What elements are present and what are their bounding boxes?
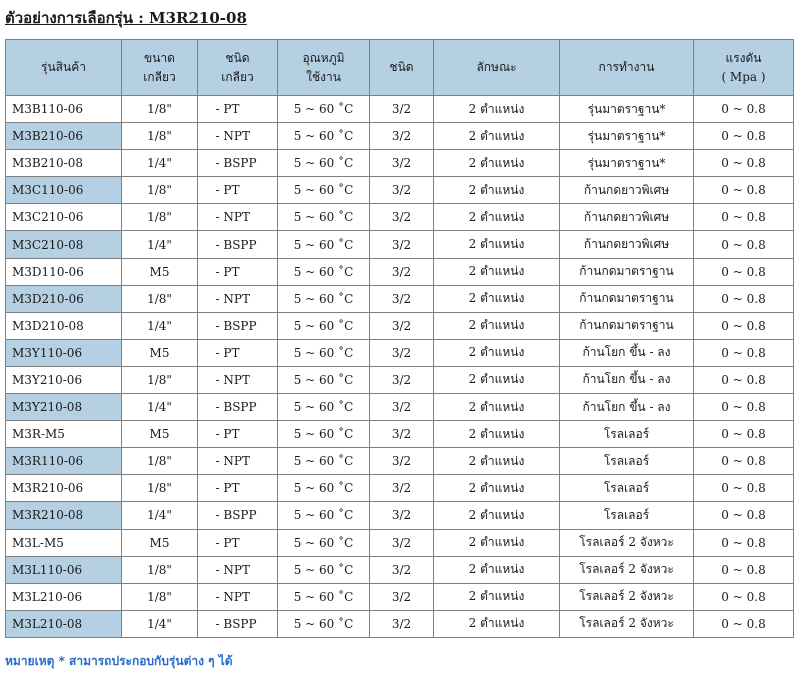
operation-cell: ก้านโยก ขึ้น - ลง xyxy=(560,394,694,421)
model-cell: M3L110-06 xyxy=(6,556,122,583)
model-cell: M3R210-06 xyxy=(6,475,122,502)
temperature-cell: 5 ~ 60 ˚C xyxy=(278,231,370,258)
thread-type-cell: - NPT xyxy=(198,448,278,475)
table-row xyxy=(6,502,794,529)
kind-cell: 3/2 xyxy=(370,285,434,312)
operation-cell: ก้านโยก ขึ้น - ลง xyxy=(560,366,694,393)
kind-cell: 3/2 xyxy=(370,421,434,448)
pressure-cell: 0 ~ 0.8 xyxy=(694,583,794,610)
temperature-cell: 5 ~ 60 ˚C xyxy=(278,610,370,637)
feature-cell: 2 ตำแหน่ง xyxy=(434,421,560,448)
thread-size-cell: 1/8" xyxy=(122,556,198,583)
feature-cell: 2 ตำแหน่ง xyxy=(434,366,560,393)
model-cell: M3Y210-08 xyxy=(6,394,122,421)
temperature-cell: 5 ~ 60 ˚C xyxy=(278,502,370,529)
model-cell: M3L210-08 xyxy=(6,610,122,637)
temperature-cell: 5 ~ 60 ˚C xyxy=(278,475,370,502)
pressure-cell: 0 ~ 0.8 xyxy=(694,366,794,393)
feature-cell: 2 ตำแหน่ง xyxy=(434,96,560,123)
pressure-cell: 0 ~ 0.8 xyxy=(694,421,794,448)
kind-cell: 3/2 xyxy=(370,394,434,421)
header-feature: ลักษณะ xyxy=(434,40,560,96)
model-cell: M3B210-08 xyxy=(6,150,122,177)
kind-cell: 3/2 xyxy=(370,366,434,393)
model-selection-table xyxy=(5,39,794,638)
table-row xyxy=(6,556,794,583)
operation-cell: ก้านกดมาตราฐาน xyxy=(560,258,694,285)
kind-cell: 3/2 xyxy=(370,610,434,637)
thread-type-cell: - NPT xyxy=(198,285,278,312)
kind-cell: 3/2 xyxy=(370,502,434,529)
model-cell: M3Y210-06 xyxy=(6,366,122,393)
temperature-cell: 5 ~ 60 ˚C xyxy=(278,366,370,393)
header-kind: ชนิด xyxy=(370,40,434,96)
header-thread-type: ชนิด เกลียว xyxy=(198,40,278,96)
thread-size-cell: 1/8" xyxy=(122,96,198,123)
temperature-cell: 5 ~ 60 ˚C xyxy=(278,448,370,475)
thread-type-cell: - BSPP xyxy=(198,312,278,339)
operation-cell: โรลเลอร์ 2 จังหวะ xyxy=(560,556,694,583)
pressure-cell: 0 ~ 0.8 xyxy=(694,177,794,204)
operation-cell: ก้านกดมาตราฐาน xyxy=(560,285,694,312)
thread-size-cell: M5 xyxy=(122,339,198,366)
thread-size-cell: 1/8" xyxy=(122,448,198,475)
thread-type-cell: - PT xyxy=(198,475,278,502)
model-cell: M3D210-08 xyxy=(6,312,122,339)
feature-cell: 2 ตำแหน่ง xyxy=(434,475,560,502)
header-pressure: แรงดัน ( Mpa ) xyxy=(694,40,794,96)
pressure-cell: 0 ~ 0.8 xyxy=(694,123,794,150)
table-row xyxy=(6,96,794,123)
model-cell: M3L-M5 xyxy=(6,529,122,556)
thread-size-cell: 1/8" xyxy=(122,366,198,393)
temperature-cell: 5 ~ 60 ˚C xyxy=(278,96,370,123)
table-row xyxy=(6,177,794,204)
pressure-cell: 0 ~ 0.8 xyxy=(694,96,794,123)
thread-size-cell: 1/8" xyxy=(122,583,198,610)
temperature-cell: 5 ~ 60 ˚C xyxy=(278,583,370,610)
operation-cell: ก้านกดยาวพิเศษ xyxy=(560,204,694,231)
table-row xyxy=(6,150,794,177)
kind-cell: 3/2 xyxy=(370,96,434,123)
kind-cell: 3/2 xyxy=(370,529,434,556)
operation-cell: โรลเลอร์ xyxy=(560,502,694,529)
thread-size-cell: 1/4" xyxy=(122,231,198,258)
operation-cell: โรลเลอร์ 2 จังหวะ xyxy=(560,529,694,556)
operation-cell: ก้านโยก ขึ้น - ลง xyxy=(560,339,694,366)
thread-type-cell: - PT xyxy=(198,421,278,448)
kind-cell: 3/2 xyxy=(370,123,434,150)
temperature-cell: 5 ~ 60 ˚C xyxy=(278,312,370,339)
temperature-cell: 5 ~ 60 ˚C xyxy=(278,285,370,312)
table-row xyxy=(6,610,794,637)
feature-cell: 2 ตำแหน่ง xyxy=(434,529,560,556)
operation-cell: ก้านกดยาวพิเศษ xyxy=(560,177,694,204)
temperature-cell: 5 ~ 60 ˚C xyxy=(278,556,370,583)
thread-size-cell: M5 xyxy=(122,258,198,285)
temperature-cell: 5 ~ 60 ˚C xyxy=(278,150,370,177)
pressure-cell: 0 ~ 0.8 xyxy=(694,610,794,637)
thread-type-cell: - NPT xyxy=(198,556,278,583)
thread-size-cell: 1/4" xyxy=(122,502,198,529)
table-row xyxy=(6,366,794,393)
thread-type-cell: - NPT xyxy=(198,583,278,610)
thread-type-cell: - BSPP xyxy=(198,502,278,529)
thread-type-cell: - BSPP xyxy=(198,231,278,258)
thread-type-cell: - PT xyxy=(198,96,278,123)
table-row xyxy=(6,204,794,231)
pressure-cell: 0 ~ 0.8 xyxy=(694,475,794,502)
feature-cell: 2 ตำแหน่ง xyxy=(434,448,560,475)
feature-cell: 2 ตำแหน่ง xyxy=(434,583,560,610)
temperature-cell: 5 ~ 60 ˚C xyxy=(278,177,370,204)
kind-cell: 3/2 xyxy=(370,475,434,502)
feature-cell: 2 ตำแหน่ง xyxy=(434,123,560,150)
thread-type-cell: - BSPP xyxy=(198,150,278,177)
pressure-cell: 0 ~ 0.8 xyxy=(694,394,794,421)
kind-cell: 3/2 xyxy=(370,204,434,231)
operation-cell: โรลเลอร์ xyxy=(560,421,694,448)
feature-cell: 2 ตำแหน่ง xyxy=(434,610,560,637)
thread-type-cell: - PT xyxy=(198,339,278,366)
kind-cell: 3/2 xyxy=(370,177,434,204)
pressure-cell: 0 ~ 0.8 xyxy=(694,448,794,475)
temperature-cell: 5 ~ 60 ˚C xyxy=(278,258,370,285)
model-cell: M3B110-06 xyxy=(6,96,122,123)
feature-cell: 2 ตำแหน่ง xyxy=(434,502,560,529)
pressure-cell: 0 ~ 0.8 xyxy=(694,529,794,556)
pressure-cell: 0 ~ 0.8 xyxy=(694,231,794,258)
table-row xyxy=(6,339,794,366)
page-title: ตัวอย่างการเลือกรุ่น : M3R210-08 xyxy=(5,9,247,27)
thread-size-cell: 1/4" xyxy=(122,394,198,421)
temperature-cell: 5 ~ 60 ˚C xyxy=(278,529,370,556)
operation-cell: รุ่นมาตราฐาน* xyxy=(560,123,694,150)
table-row xyxy=(6,258,794,285)
table-row xyxy=(6,529,794,556)
pressure-cell: 0 ~ 0.8 xyxy=(694,312,794,339)
feature-cell: 2 ตำแหน่ง xyxy=(434,231,560,258)
feature-cell: 2 ตำแหน่ง xyxy=(434,204,560,231)
operation-cell: รุ่นมาตราฐาน* xyxy=(560,150,694,177)
operation-cell: โรลเลอร์ xyxy=(560,448,694,475)
header-operation: การทำงาน xyxy=(560,40,694,96)
model-cell: M3D110-06 xyxy=(6,258,122,285)
feature-cell: 2 ตำแหน่ง xyxy=(434,258,560,285)
kind-cell: 3/2 xyxy=(370,448,434,475)
thread-size-cell: 1/8" xyxy=(122,177,198,204)
operation-cell: รุ่นมาตราฐาน* xyxy=(560,96,694,123)
table-row xyxy=(6,448,794,475)
kind-cell: 3/2 xyxy=(370,258,434,285)
model-cell: M3C210-08 xyxy=(6,231,122,258)
thread-size-cell: 1/8" xyxy=(122,204,198,231)
pressure-cell: 0 ~ 0.8 xyxy=(694,150,794,177)
pressure-cell: 0 ~ 0.8 xyxy=(694,285,794,312)
model-cell: M3L210-06 xyxy=(6,583,122,610)
feature-cell: 2 ตำแหน่ง xyxy=(434,394,560,421)
header-model: รุ่นสินค้า xyxy=(6,40,122,96)
model-cell: M3R-M5 xyxy=(6,421,122,448)
pressure-cell: 0 ~ 0.8 xyxy=(694,556,794,583)
model-cell: M3C210-06 xyxy=(6,204,122,231)
table-row xyxy=(6,231,794,258)
thread-size-cell: 1/4" xyxy=(122,150,198,177)
thread-type-cell: - PT xyxy=(198,177,278,204)
temperature-cell: 5 ~ 60 ˚C xyxy=(278,339,370,366)
feature-cell: 2 ตำแหน่ง xyxy=(434,285,560,312)
thread-size-cell: 1/8" xyxy=(122,475,198,502)
temperature-cell: 5 ~ 60 ˚C xyxy=(278,394,370,421)
thread-type-cell: - PT xyxy=(198,258,278,285)
temperature-cell: 5 ~ 60 ˚C xyxy=(278,123,370,150)
table-row xyxy=(6,312,794,339)
operation-cell: ก้านกดยาวพิเศษ xyxy=(560,231,694,258)
feature-cell: 2 ตำแหน่ง xyxy=(434,556,560,583)
table-row xyxy=(6,394,794,421)
kind-cell: 3/2 xyxy=(370,231,434,258)
operation-cell: โรลเลอร์ 2 จังหวะ xyxy=(560,583,694,610)
feature-cell: 2 ตำแหน่ง xyxy=(434,312,560,339)
table-row xyxy=(6,475,794,502)
header-thread-size: ขนาด เกลียว xyxy=(122,40,198,96)
model-cell: M3Y110-06 xyxy=(6,339,122,366)
kind-cell: 3/2 xyxy=(370,583,434,610)
pressure-cell: 0 ~ 0.8 xyxy=(694,502,794,529)
footnote: หมายเหตุ * สามารถประกอบกับรุ่นต่าง ๆ ได้ xyxy=(5,654,233,668)
thread-type-cell: - NPT xyxy=(198,204,278,231)
feature-cell: 2 ตำแหน่ง xyxy=(434,339,560,366)
kind-cell: 3/2 xyxy=(370,339,434,366)
kind-cell: 3/2 xyxy=(370,556,434,583)
temperature-cell: 5 ~ 60 ˚C xyxy=(278,421,370,448)
model-cell: M3R110-06 xyxy=(6,448,122,475)
operation-cell: โรลเลอร์ xyxy=(560,475,694,502)
pressure-cell: 0 ~ 0.8 xyxy=(694,258,794,285)
model-cell: M3R210-08 xyxy=(6,502,122,529)
thread-size-cell: M5 xyxy=(122,529,198,556)
thread-type-cell: - PT xyxy=(198,529,278,556)
thread-size-cell: 1/8" xyxy=(122,285,198,312)
model-cell: M3B210-06 xyxy=(6,123,122,150)
table-row xyxy=(6,583,794,610)
table-row xyxy=(6,123,794,150)
kind-cell: 3/2 xyxy=(370,312,434,339)
model-cell: M3C110-06 xyxy=(6,177,122,204)
pressure-cell: 0 ~ 0.8 xyxy=(694,204,794,231)
header-temperature: อุณหภูมิ ใช้งาน xyxy=(278,40,370,96)
table-header-row xyxy=(6,40,794,96)
model-cell: M3D210-06 xyxy=(6,285,122,312)
thread-type-cell: - BSPP xyxy=(198,610,278,637)
pressure-cell: 0 ~ 0.8 xyxy=(694,339,794,366)
thread-size-cell: 1/4" xyxy=(122,312,198,339)
feature-cell: 2 ตำแหน่ง xyxy=(434,150,560,177)
thread-type-cell: - BSPP xyxy=(198,394,278,421)
operation-cell: โรลเลอร์ 2 จังหวะ xyxy=(560,610,694,637)
operation-cell: ก้านกดมาตราฐาน xyxy=(560,312,694,339)
feature-cell: 2 ตำแหน่ง xyxy=(434,177,560,204)
temperature-cell: 5 ~ 60 ˚C xyxy=(278,204,370,231)
thread-type-cell: - NPT xyxy=(198,366,278,393)
thread-type-cell: - NPT xyxy=(198,123,278,150)
kind-cell: 3/2 xyxy=(370,150,434,177)
table-row xyxy=(6,285,794,312)
thread-size-cell: 1/8" xyxy=(122,123,198,150)
table-row xyxy=(6,421,794,448)
thread-size-cell: 1/4" xyxy=(122,610,198,637)
thread-size-cell: M5 xyxy=(122,421,198,448)
